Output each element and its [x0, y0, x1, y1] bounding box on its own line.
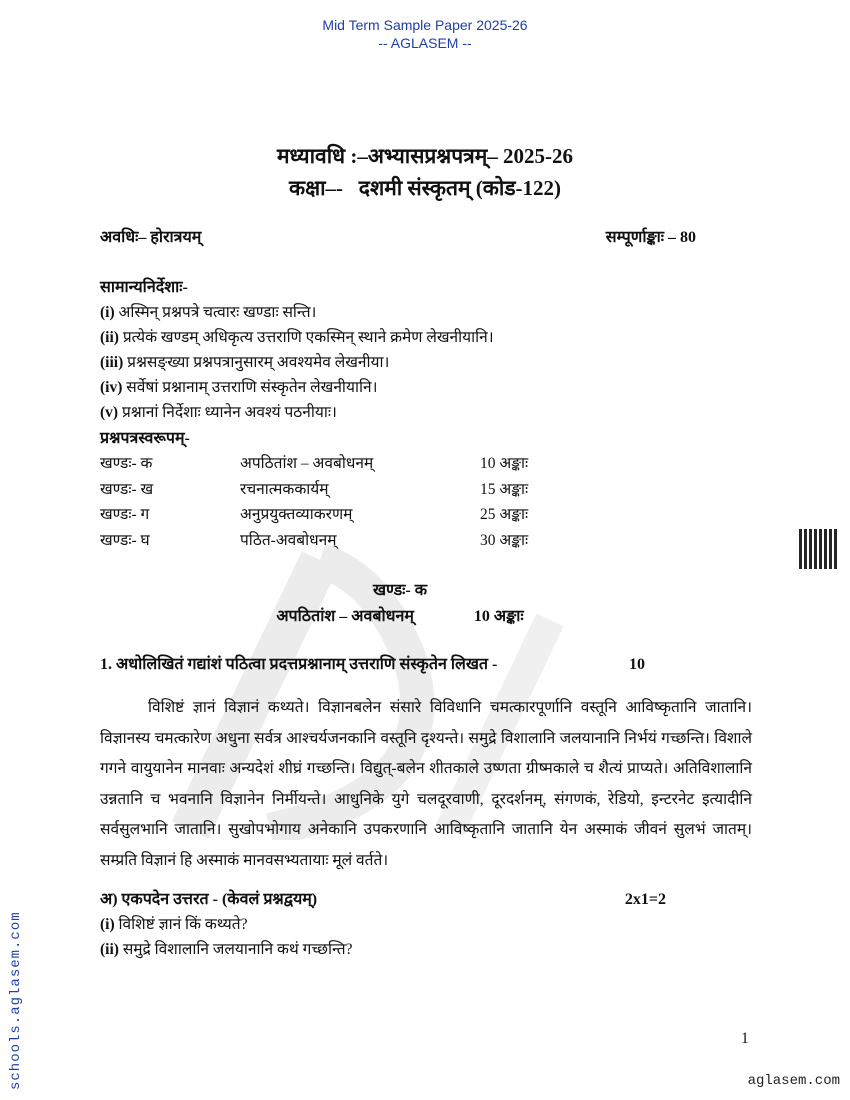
item-number: (i): [100, 304, 115, 321]
instruction-item: [100, 350, 752, 375]
item-number: (v): [100, 404, 119, 421]
item-text: विशिष्टं ज्ञानं किं कथ्यते?: [114, 916, 248, 933]
header-line-2: -- AGLASEM --: [378, 35, 472, 51]
part-a-heading: अ) एकपदेन उत्तरत - (केवलं प्रश्नद्वयम्): [100, 891, 318, 908]
section-cell: खण्डः- क: [100, 455, 153, 472]
item-text: सर्वेषां प्रश्नानाम् उत्तराणि संस्कृतेन लेखनीयानि।: [122, 379, 378, 396]
marks-cell: 10 अङ्काः: [480, 455, 529, 472]
reading-passage: विशिष्टं ज्ञानं विज्ञानं कथ्यते। विज्ञानबलेन संसारे विविधानि चमत्कारपूर्णानि वस्तूनि आविष्कृतानि जातानि। विज्ञानस्य चमत्कारेण अधुना सर्वत्र आश्चर्यजनकानि वस्तूनि दृश्यन्ते। समुद्रे विशालानि जलयानानि निर्भयं गच्छन्ति। विशाले गगने वायुयानेन मानवाः अन्यदेशं शीघ्रं गच्छन्ति। विद्युत्-बलेन शीतकाले उष्णता ग्रीष्मकाले च शैत्यं प्राप्यते। अतिविशालानि उन्नतानि च भवनानि विज्ञानेन निर्मीयन्ते। आधुनिके युगे चलदूरवाणी, दूरदर्शनम्, संगणकं, रेडियो, इन्टरनेट इत्यादीनि सर्वसुलभानि जातानि। सुखोपभोगाय अनेकानि उपकरणानि आविष्कृतानि जातानि येन अस्माकं जीवनं सुलभं जातम्। सम्प्रति विज्ञानं हि अस्माकं मानवसभ्यतायाः मूलं वर्तते।: [100, 699, 752, 869]
section-a-marks: 10 अङ्काः: [473, 608, 524, 625]
page-number: 1: [741, 1030, 749, 1047]
document-body: [100, 226, 752, 962]
instruction-item: [100, 375, 752, 400]
instruction-item: [100, 300, 752, 325]
topic-cell: अपठितांश – अवबोधनम्: [240, 455, 374, 472]
duration: अवधिः– होरात्रयम्: [100, 229, 202, 246]
total-marks: सम्पूर्णाङ्काः – 80: [605, 229, 696, 246]
part-a-marks: 2x1=2: [624, 891, 666, 908]
marks-cell: 25 अङ्काः: [480, 506, 529, 523]
footer-site: aglasem.com: [747, 1073, 840, 1089]
instructions-list: [100, 300, 752, 425]
section-cell: खण्डः- घ: [100, 531, 150, 549]
item-text: प्रत्येकं खण्डम् अधिकृत्य उत्तराणि एकस्मिन् स्थाने क्रमेण लेखनीयानि।: [118, 329, 494, 346]
sub-question: [100, 937, 752, 962]
instructions-heading: सामान्यनिर्देशाः-: [100, 279, 188, 296]
item-number: (iii): [100, 354, 124, 371]
item-number: (ii): [100, 329, 119, 346]
item-text: समुद्रे विशालानि जलयानानि कथं गच्छन्ति?: [118, 941, 353, 958]
marks-cell: 15 अङ्काः: [480, 480, 529, 498]
topic-cell: पठित-अवबोधनम्: [240, 531, 337, 549]
item-number: (ii): [100, 941, 119, 958]
item-text: प्रश्नानां निर्देशाः ध्यानेन अवश्यं पठनीयाः।: [118, 404, 337, 421]
section-cell: खण्डः- ख: [100, 480, 154, 498]
item-number: (iv): [100, 379, 123, 396]
structure-table: [100, 451, 752, 553]
part-a-row: [100, 888, 666, 912]
question-1: 1. अधोलिखितं गद्यांशं पठित्वा प्रदत्तप्रश्नानाम् उत्तराणि संस्कृतेन लिखत -: [100, 656, 498, 673]
marks-cell: 30 अङ्काः: [480, 531, 529, 549]
paper-title: मध्यावधि :–अभ्यासप्रश्नपत्रम्– 2025-26: [276, 144, 574, 168]
question-1-row: [100, 653, 645, 677]
structure-heading: प्रश्नपत्रस्वरूपम्-: [100, 430, 190, 447]
meta-row: [100, 226, 696, 250]
instruction-item: [100, 400, 752, 425]
section-a-subheading-row: [100, 605, 700, 629]
topic-cell: अनुप्रयुक्तव्याकरणम्: [240, 506, 353, 523]
class-subject-title: कक्षा–- दशमी संस्कृतम् (कोड-122): [288, 176, 562, 200]
side-url: schools.aglasem.com: [8, 911, 24, 1090]
section-a-subheading: अपठितांश – अवबोधनम्: [276, 608, 414, 625]
item-text: अस्मिन् प्रश्नपत्रे चत्वारः खण्डाः सन्ति।: [114, 304, 317, 321]
header-line-1: Mid Term Sample Paper 2025-26: [322, 17, 528, 33]
instruction-item: [100, 325, 752, 350]
topic-cell: रचनात्मककार्यम्: [240, 480, 329, 498]
item-number: (i): [100, 916, 115, 933]
section-cell: खण्डः- ग: [100, 506, 150, 523]
item-text: प्रश्नसङ्ख्या प्रश्नपत्रानुसारम् अवश्यमेव लेखनीया।: [123, 354, 390, 371]
sub-question: [100, 912, 752, 937]
question-1-marks: 10: [629, 656, 645, 673]
section-a-heading: खण्डः- क: [372, 582, 428, 599]
